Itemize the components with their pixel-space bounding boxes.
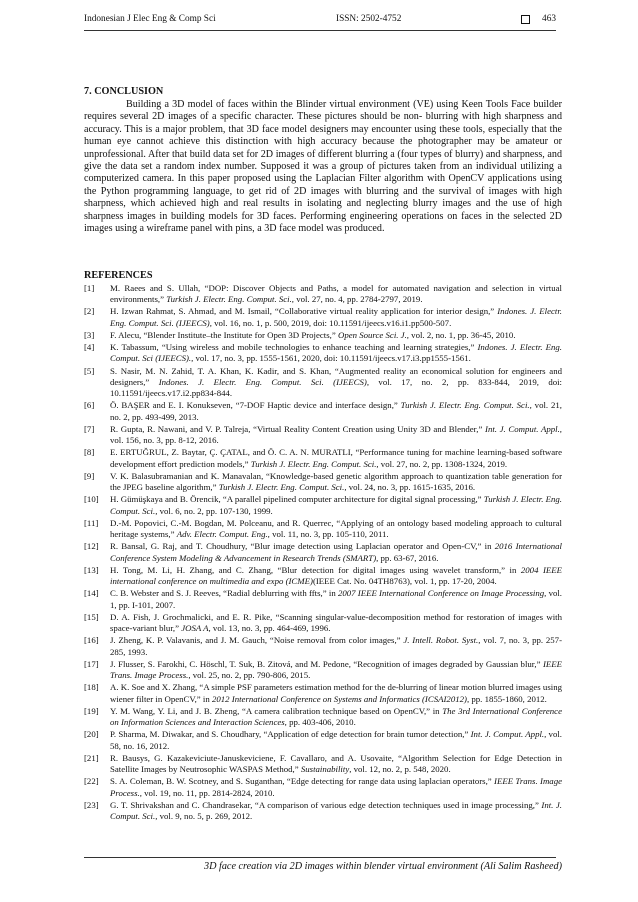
reference-item	[84, 366, 562, 400]
reference-venue: Open Source Sci. J.	[337, 329, 407, 340]
reference-venue: J. Intell. Robot. Syst.	[403, 635, 479, 646]
reference-venue: IEEE Trans. Image Process.	[110, 658, 562, 681]
reference-authors-title: V. K. Balasubramanian and K. Manavalan, “Knowledge-based genetic algorithm approach to quantization table generation for the JPEG baseline algorithm,”	[110, 470, 562, 493]
reference-details: , pp. 1855-1860, 2012.	[466, 693, 547, 704]
reference-item	[84, 588, 562, 611]
reference-item	[84, 518, 562, 541]
reference-item	[84, 729, 562, 752]
reference-authors-title: G. T. Shrivakshan and C. Chandrasekar, “A comparison of various edge detection techniques used in image processing,”	[110, 799, 542, 810]
reference-item	[84, 424, 562, 447]
conclusion-heading: 7. CONCLUSION	[84, 86, 164, 97]
reference-venue: Turkish J. Electr. Eng. Comput. Sci.	[166, 294, 292, 305]
reference-venue: IEEE Trans. Image Process.	[110, 776, 562, 798]
reference-number: [14]	[84, 588, 99, 599]
reference-authors-title: H. Gümüşkaya and B. Örencik, “A parallel pipelined computer architecture for digital signal processing,”	[110, 494, 484, 505]
reference-details: , vol. 21, no. 2, pp. 493-499, 2013.	[110, 400, 562, 422]
reference-item	[84, 330, 562, 341]
reference-venue: The 3rd International Conference on Information Sciences and Interaction Sciences	[110, 705, 562, 728]
reference-details: , pp. 403-406, 2010.	[284, 717, 356, 728]
reference-number: [1]	[84, 283, 95, 293]
references-heading: REFERENCES	[84, 270, 153, 281]
reference-venue: Int. J. Comput. Appl.	[470, 729, 545, 740]
reference-authors-title: D. A. Fish, J. Grochmalicki, and E. R. Pike, “Scanning singular-value-decomposition method for restoration of images with space-variant blur,”	[110, 611, 562, 634]
reference-item	[84, 471, 562, 494]
reference-number: [17]	[84, 658, 99, 669]
reference-venue: 2012 International Conference on Systems and Informatics (ICSAI2012)	[211, 693, 467, 704]
reference-authors-title: R. Gupta, R. Nawani, and V. P. Talreja, “Virtual Reality Content Creation using Unity 3D and Blender,”	[110, 423, 486, 434]
reference-details: , vol. 1, pp. I-101, 2007.	[110, 588, 563, 610]
reference-venue: Indones. J. Electr. Eng. Comput. Sci (IJEECS).	[110, 342, 562, 364]
reference-details: , vol. 9, no. 5, p. 269, 2012.	[155, 811, 253, 821]
reference-authors-title: H. Tong, M. Li, H. Zhang, and C. Zhang, “Blur detection for digital images using wavelet transform,” in	[110, 564, 521, 575]
conclusion-paragraph: Building a 3D model of faces within the Blinder virtual environment (VE) using Keen Tools Face builder requires several 2D images of a specific character. These pictures should be non- blurring with high sharpness and accuracy. This is a major problem, that 3D face model designers may encounter using these tools, especially that the human eye cannot achieve this distinction with high accuracy because the photographer may be amateur or unprofessional. After that build data set for 2D images of different blurring a (four types of blurry) and sharpness, and give the data set a random index number. Supposed it was a group of pictures taken from an individual utilizing a computerized camera. In this paper proposed using the Laplacian Filter algorithm with OpenCV applications using the Python programming language, to get rid of 2D images with blurring and the survival of images with high sharpness, which achieved high and real results in isolating and neglecting blurry images and the use of high sharpness images in building models for 3D faces. Performing engineering operations on faces in the selected 2D images using a wireframe panel with pins, a 3D face model was produced.	[84, 99, 562, 235]
reference-venue: 2016 International Conference System Modeling & Advancement in Research Trends (SMART)	[110, 541, 562, 563]
reference-authors-title: D.-M. Popovici, C.-M. Bogdan, M. Polceanu, and R. Querrec, “Applying of an ontology based modeling approach to cultural heritage systems,”	[110, 517, 562, 540]
reference-item	[84, 635, 562, 658]
references-list	[84, 283, 562, 823]
reference-number: [10]	[84, 494, 99, 505]
reference-number: [3]	[84, 329, 95, 340]
reference-details: , vol. 2, no. 1, pp. 36-45, 2010.	[406, 329, 516, 340]
issn-label: ISSN: 2502-4752	[336, 14, 402, 24]
reference-item	[84, 565, 562, 588]
reference-item	[84, 306, 562, 329]
page-footer: 3D face creation via 2D images within blender virtual environment (Ali Salim Rasheed)	[204, 861, 562, 872]
reference-number: [4]	[84, 342, 95, 353]
reference-venue: 2004 IEEE international conference on multimedia and expo (ICME)	[110, 564, 562, 587]
reference-authors-title: R. Bausys, G. Kazakeviciute-Januskeviciene, F. Cavallaro, and A. Usovaite, “Algorithm Selection for Edge Detection in Satellite Images by Neutrosophic WASPAS Method,”	[110, 752, 562, 775]
reference-authors-title: C. B. Webster and S. J. Reeves, “Radial deblurring with ffts,” in	[110, 588, 338, 599]
reference-item	[84, 682, 562, 705]
reference-details: , pp. 63-67, 2016.	[376, 552, 439, 563]
reference-number: [5]	[84, 365, 95, 376]
header-rule	[84, 30, 556, 31]
reference-venue: Turkish J. Electr. Eng. Comput. Sci.	[110, 494, 562, 516]
reference-item	[84, 706, 562, 729]
reference-venue: Adv. Electr. Comput. Eng.	[176, 529, 268, 540]
reference-authors-title: E. ERTUĞRUL, Z. Baytar, Ç. ÇATAL, and Ö. C. A. N. MURATLI, “Performance tuning for machine learning-based software development effort prediction models,”	[110, 447, 562, 469]
reference-details: , vol. 25, no. 2, pp. 790-806, 2015.	[188, 670, 311, 681]
reference-details: , vol. 19, no. 11, pp. 2814-2824, 2010.	[139, 787, 275, 798]
reference-venue: Turkish J. Electr. Eng. Comput. Sci.	[250, 458, 377, 469]
reference-authors-title: M. Raees and S. Ullah, “DOP: Discover Objects and Paths, a model for automated navigation and selection in virtual environments,”	[110, 283, 562, 305]
reference-details: , vol. 7, no. 3, pp. 257-285, 1993.	[110, 635, 562, 657]
reference-number: [6]	[84, 400, 95, 411]
reference-venue: Turkish J. Electr. Eng. Comput. Sci.	[400, 400, 530, 411]
reference-number: [16]	[84, 635, 99, 646]
reference-number: [22]	[84, 776, 99, 787]
reference-authors-title: S. A. Coleman, B. W. Scotney, and S. Suganthan, “Edge detecting for range data using laplacian operators,”	[110, 776, 495, 787]
reference-venue: JOSA A	[181, 623, 209, 634]
reference-venue: Sustainability	[300, 764, 350, 775]
footer-rule	[84, 857, 556, 858]
reference-details: , vol. 156, no. 3, pp. 8-12, 2016.	[110, 423, 562, 446]
reference-authors-title: Y. M. Wang, Y. Li, and J. B. Zheng, “A camera calibration technique based on OpenCV,” in	[110, 705, 443, 716]
reference-details: , vol. 12, no. 2, p. 548, 2020.	[349, 764, 451, 775]
reference-authors-title: J. Zheng, K. P. Valavanis, and J. M. Gauch, “Noise removal from color images,”	[110, 635, 404, 646]
reference-number: [21]	[84, 752, 99, 763]
reference-item	[84, 541, 562, 564]
checkbox-square-icon	[521, 15, 530, 24]
reference-details: , vol. 24, no. 3, pp. 1615-1635, 2016.	[344, 482, 476, 493]
reference-item	[84, 753, 562, 776]
reference-item	[84, 659, 562, 682]
reference-authors-title: Ö. BAŞER and E. I. Konukseven, “7-DOF Haptic device and interface design,”	[110, 400, 401, 411]
reference-details: , vol. 6, no. 2, pp. 107-130, 1999.	[155, 505, 273, 516]
reference-item	[84, 800, 562, 823]
reference-details: , vol. 58, no. 16, 2012.	[110, 729, 562, 751]
reference-item	[84, 494, 562, 517]
reference-authors-title: F. Alecu, “Blender Institute–the Institute for Open 3D Projects,”	[110, 329, 338, 340]
reference-authors-title: R. Bansal, G. Raj, and T. Choudhury, “Blur image detection using Laplacian operator and Open-CV,” in	[110, 541, 495, 552]
reference-item	[84, 283, 562, 306]
page-number: 463	[542, 14, 556, 24]
reference-details: , vol. 17, no. 3, pp. 1555-1561, 2020, doi: 10.11591/ijeecs.v17.i3.pp1555-1561.	[191, 353, 471, 364]
reference-authors-title: A. K. Soe and X. Zhang, “A simple PSF parameters estimation method for the de-blurring of linear motion blurred images using wiener filter in OpenCV,” in	[110, 682, 562, 704]
reference-number: [11]	[84, 517, 99, 528]
page-header	[84, 14, 556, 28]
reference-details: (IEEE Cat. No. 04TH8763), vol. 1, pp. 17-20, 2004.	[312, 576, 497, 587]
reference-details: , vol. 11, no. 3, pp. 105-110, 2011.	[267, 529, 389, 540]
reference-number: [18]	[84, 682, 99, 693]
reference-number: [23]	[84, 799, 99, 810]
reference-venue: 2007 IEEE International Conference on Image Processing	[337, 588, 545, 599]
reference-details: , vol. 16, no. 1, p. 500, 2019, doi: 10.11591/ijeecs.v16.i1.pp500-507.	[209, 317, 452, 328]
reference-item	[84, 612, 562, 635]
reference-authors-title: K. Tabassum, “Using wireless and mobile technologies to enhance teaching and learning strategies,”	[110, 342, 478, 353]
reference-venue: Indones. J. Electr. Eng. Comput. Sci. (IJEECS)	[158, 376, 367, 387]
reference-number: [12]	[84, 541, 99, 552]
reference-venue: Int. J. Comput. Appl.	[485, 423, 560, 434]
reference-item	[84, 400, 562, 423]
reference-item	[84, 342, 562, 365]
reference-venue: Turkish J. Electr. Eng. Comput. Sci.	[218, 482, 345, 493]
journal-name: Indonesian J Elec Eng & Comp Sci	[84, 14, 216, 24]
reference-authors-title: S. Nasir, M. N. Zahid, T. A. Khan, K. Kadir, and S. Khan, “Augmented reality an economical solution for engineers and designers,”	[110, 365, 562, 387]
reference-number: [7]	[84, 423, 95, 434]
reference-details: , vol. 17, no. 2, pp. 833-844, 2019, doi: 10.11591/ijeecs.v17.i2.pp834-844.	[110, 376, 563, 399]
reference-number: [19]	[84, 705, 99, 716]
reference-authors-title: J. Flusser, S. Farokhi, C. Höschl, T. Suk, B. Zitová, and M. Pedone, “Recognition of images degraded by Gaussian blur,”	[110, 658, 543, 669]
reference-number: [9]	[84, 470, 95, 481]
reference-number: [13]	[84, 564, 99, 575]
reference-number: [2]	[84, 306, 95, 317]
reference-authors-title: P. Sharma, M. Diwakar, and S. Choudhary, “Application of edge detection for brain tumor detection,”	[110, 729, 471, 740]
reference-number: [20]	[84, 729, 99, 740]
reference-item	[84, 447, 562, 470]
reference-details: , vol. 27, no. 4, pp. 2784-2797, 2019.	[291, 294, 423, 305]
reference-venue: Indones. J. Electr. Eng. Comput. Sci. (IJEECS)	[110, 306, 562, 328]
reference-venue: Int. J. Comput. Sci.	[110, 799, 563, 821]
reference-details: , vol. 27, no. 2, pp. 1308-1324, 2019.	[376, 458, 508, 469]
reference-details: , vol. 13, no. 3, pp. 464-469, 1996.	[208, 623, 331, 634]
reference-number: [8]	[84, 447, 95, 458]
reference-item	[84, 776, 562, 799]
reference-authors-title: H. Izwan Rahmat, S. Ahmad, and M. Ismail, “Collaborative virtual reality application for interior design,”	[110, 306, 498, 317]
reference-number: [15]	[84, 611, 99, 622]
